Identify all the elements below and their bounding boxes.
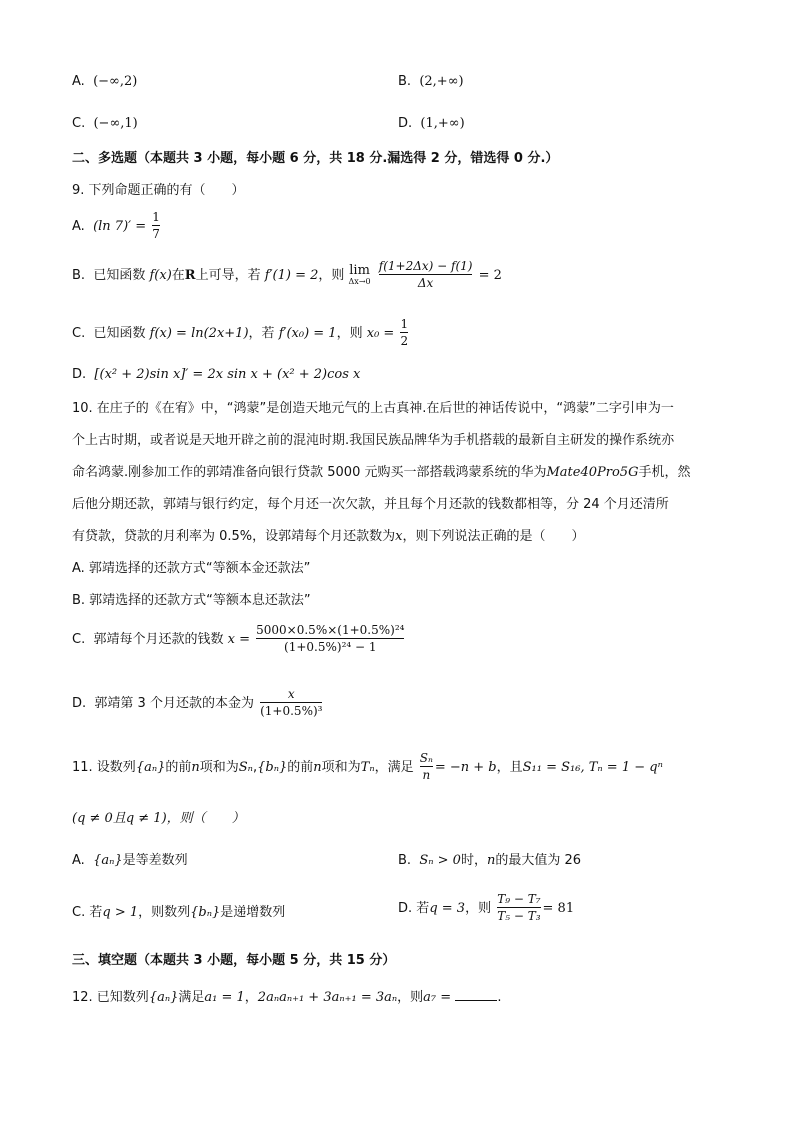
fraction xyxy=(260,688,322,719)
q11-math: Tₙ xyxy=(360,759,375,775)
option-label: D. xyxy=(72,367,87,382)
q11-text: ，且 xyxy=(496,759,523,775)
option-math: q = 3 xyxy=(429,900,466,916)
q11-option-a xyxy=(72,854,188,867)
option-math: n xyxy=(486,853,496,868)
option-label: C. xyxy=(72,631,86,647)
q10-option-d xyxy=(72,688,324,719)
numerator: Sₙ xyxy=(419,751,433,765)
option-math: f′(1) = 2 xyxy=(264,267,319,283)
denominator: T₅ − T₃ xyxy=(497,908,541,923)
q10-text: 手机，然 xyxy=(638,465,691,480)
q10-text: 有贷款，贷款的月利率为 0.5%，设郭靖每个月还款数为 xyxy=(72,529,396,544)
option-label: D. xyxy=(398,116,413,131)
numerator: 1 xyxy=(152,210,160,224)
option-text: 的最大值为 26 xyxy=(495,853,582,868)
option-label: B. xyxy=(398,853,412,868)
q12-text: 满足 xyxy=(178,990,205,1005)
q10-text: 命名鸿蒙.刚参加工作的郭靖准备向银行贷款 5000 元购买一部搭载鸿蒙系统的华为 xyxy=(72,465,547,480)
q10-option-c xyxy=(72,624,406,655)
option-text: ，则数列 xyxy=(138,905,191,920)
option-math: f(x) = ln(2x+1) xyxy=(149,325,249,341)
q12-text: 12. 已知数列 xyxy=(72,990,149,1005)
q11-option-c xyxy=(72,906,285,919)
option-text: 是递增数列 xyxy=(220,905,286,920)
option-label: D. xyxy=(72,695,87,711)
option-text: 上可导，若 xyxy=(195,267,261,283)
q11-option-d xyxy=(398,893,574,924)
q10-line-5 xyxy=(72,530,585,543)
q10-text: ，则下列说法正确的是（ ） xyxy=(402,529,585,544)
q11-math: {bₙ} xyxy=(257,759,288,775)
q9-option-c xyxy=(72,318,410,349)
denominator: n xyxy=(420,766,433,783)
section3-heading: 三、填空题（本题共 3 小题，每小题 5 分，共 15 分） xyxy=(72,953,396,968)
q11-text: 11. 设数列 xyxy=(72,759,136,775)
numerator: x xyxy=(287,687,295,701)
q11-math: n xyxy=(191,759,200,775)
fraction xyxy=(400,318,408,349)
option-math: x = xyxy=(227,631,250,647)
q9-option-d xyxy=(72,368,360,381)
limit-op: lim xyxy=(349,262,370,278)
numerator: 1 xyxy=(400,317,409,331)
option-label: B. xyxy=(72,267,86,283)
q12-text: . xyxy=(497,990,502,1005)
option-math: = 2 xyxy=(478,267,502,283)
q11-option-b xyxy=(398,854,581,867)
q10-var: x xyxy=(395,529,403,544)
denominator: (1+0.5%)³ xyxy=(260,703,323,718)
numerator: 5000×0.5%×(1+0.5%)²⁴ xyxy=(256,623,405,637)
q12-math: a₁ = 1 xyxy=(204,990,245,1005)
limit xyxy=(349,264,371,287)
option-text: 时， xyxy=(460,853,487,868)
option-math: Sₙ > 0 xyxy=(419,853,461,868)
q10-line-1: 10. 在庄子的《在宥》中，“鸿蒙”是创造天地元气的上古真神.在后世的神话传说中，“鸿蒙”二字引申为一 xyxy=(72,401,674,416)
option-math: {aₙ} xyxy=(93,853,123,868)
option-math: = 81 xyxy=(542,900,575,916)
option-text: ，若 xyxy=(248,325,275,341)
option-math: (2,+∞) xyxy=(419,74,464,89)
q11-text: 项和为 xyxy=(199,759,239,775)
option-text: 是等差数列 xyxy=(122,853,188,868)
q9-stem: 9. 下列命题正确的有（ ） xyxy=(72,183,245,198)
option-math: (−∞,1) xyxy=(93,116,138,131)
option-text: 若 xyxy=(416,900,430,916)
option-label: A. xyxy=(72,218,85,234)
option-math: q > 1 xyxy=(102,905,139,920)
fraction xyxy=(420,752,433,783)
fraction xyxy=(152,211,160,242)
option-math: (ln 7)′ = xyxy=(93,218,147,234)
denominator: (1+0.5%)²⁴ − 1 xyxy=(256,638,404,655)
option-math: [(x² + 2)sin x]′ = 2x sin x + (x² + 2)cos x xyxy=(94,367,361,382)
q8-option-b xyxy=(398,75,464,88)
option-label: C. xyxy=(72,116,86,131)
denominator: 2 xyxy=(400,333,409,348)
q12-math: 2aₙaₙ₊₁ + 3aₙ₊₁ = 3aₙ xyxy=(257,990,398,1005)
answer-blank[interactable] xyxy=(455,990,497,1001)
q12-math: a₇ = xyxy=(423,990,452,1005)
option-math: x₀ = xyxy=(366,325,395,341)
denominator: Δx xyxy=(379,274,473,291)
denominator: 7 xyxy=(152,226,160,241)
q12-line xyxy=(72,990,501,1004)
option-math: {bₙ} xyxy=(190,905,221,920)
option-text: ，则 xyxy=(465,900,492,916)
q8-option-c xyxy=(72,117,138,130)
q11-line-1 xyxy=(72,752,663,783)
q11-text: 项和为 xyxy=(321,759,361,775)
q8-option-d xyxy=(398,117,465,130)
option-math: (−∞,2) xyxy=(93,74,138,89)
option-text: 郭靖每个月还款的钱数 xyxy=(93,631,224,647)
option-math: R xyxy=(184,267,196,283)
option-text: 在 xyxy=(171,267,185,283)
option-label: C. xyxy=(72,905,86,920)
option-text: 若 xyxy=(89,905,103,920)
q9-option-b xyxy=(72,260,502,291)
q10-phone: Mate40Pro5G xyxy=(546,465,639,480)
option-text: 已知函数 xyxy=(93,325,146,341)
q11-text: , xyxy=(252,759,258,775)
q12-text: ，则 xyxy=(397,990,424,1005)
option-label: B. xyxy=(398,74,412,89)
fraction xyxy=(379,260,473,291)
q12-text: ， xyxy=(244,990,258,1005)
fraction xyxy=(497,893,540,924)
q11-math: = −n + b xyxy=(434,759,497,775)
option-label: A. xyxy=(72,74,85,89)
q9-option-a xyxy=(72,211,162,242)
q10-line-3 xyxy=(72,466,690,479)
q11-line-2: (q ≠ 0且q ≠ 1)，则（ ） xyxy=(72,811,245,826)
option-math: f′(x₀) = 1 xyxy=(278,325,337,341)
option-label: C. xyxy=(72,325,86,341)
option-text: 郭靖第 3 个月还款的本金为 xyxy=(94,695,254,711)
q11-text: 的前 xyxy=(165,759,192,775)
q11-math: S₁₁ = S₁₆, Tₙ = 1 − qⁿ xyxy=(522,759,663,775)
q11-math: Sₙ xyxy=(238,759,253,775)
numerator: T₉ − T₇ xyxy=(497,892,541,906)
numerator: f(1+2Δx) − f(1) xyxy=(378,259,473,273)
q11-math: n xyxy=(313,759,322,775)
fraction xyxy=(256,624,404,655)
option-text: ，则 xyxy=(318,267,345,283)
option-text: 已知函数 xyxy=(93,267,146,283)
option-label: A. xyxy=(72,853,85,868)
limit-sub: Δx→0 xyxy=(348,277,371,287)
option-math: (1,+∞) xyxy=(420,116,465,131)
q11-math: {aₙ} xyxy=(135,759,166,775)
q10-option-a: A. 郭靖选择的还款方式“等额本金还款法” xyxy=(72,561,311,576)
q10-line-2: 个上古时期，或者说是天地开辟之前的混沌时期.我国民族品牌华为手机搭载的最新自主研发的操作系统亦 xyxy=(72,433,675,448)
option-label: D. xyxy=(398,900,413,916)
q11-text: ，满足 xyxy=(374,759,414,775)
section2-heading: 二、多选题（本题共 3 小题，每小题 6 分，共 18 分.漏选得 2 分，错选得 0 分.） xyxy=(72,151,559,166)
q12-math: {aₙ} xyxy=(148,990,179,1005)
q8-option-a xyxy=(72,75,137,88)
option-text: ，则 xyxy=(336,325,363,341)
q11-text: 的前 xyxy=(287,759,314,775)
q10-line-4: 后他分期还款，郭靖与银行约定，每个月还一次欠款，并且每个月还款的钱数都相等，分 24 个月还清所 xyxy=(72,497,669,512)
option-math: f(x) xyxy=(149,267,172,283)
q10-option-b: B. 郭靖选择的还款方式“等额本息还款法” xyxy=(72,593,311,608)
